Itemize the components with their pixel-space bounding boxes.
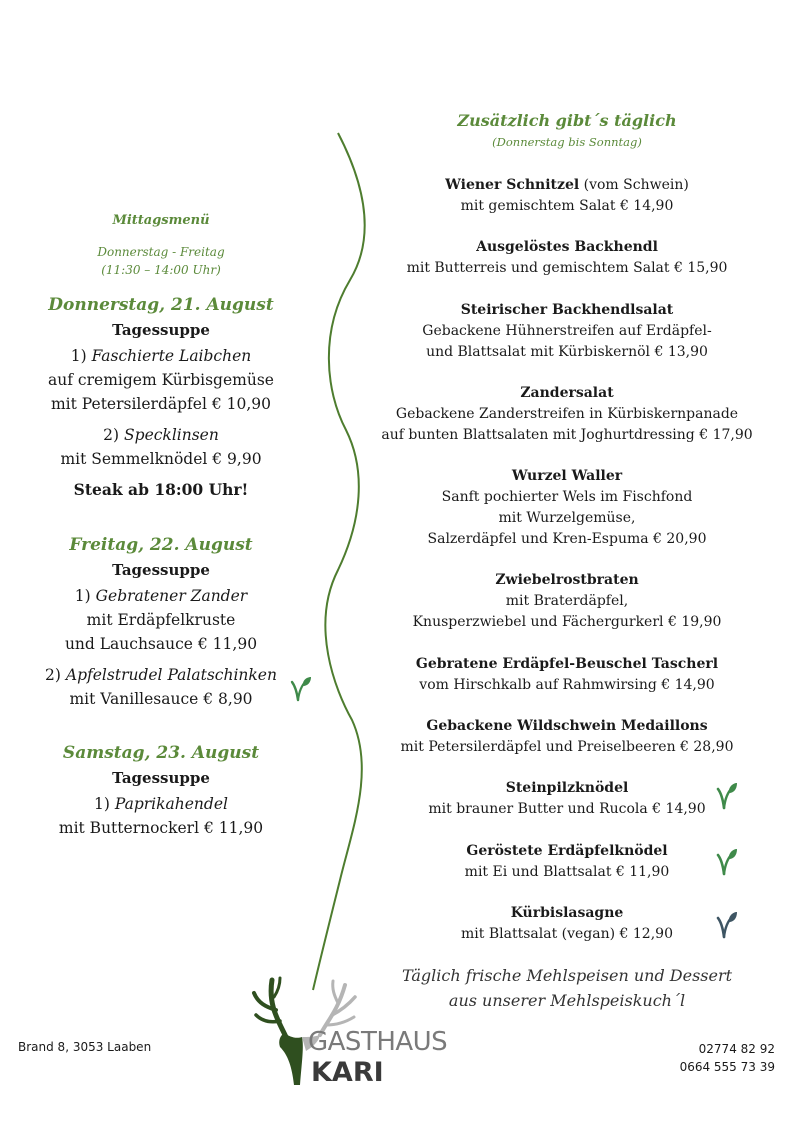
dish-number: 1): [70, 347, 87, 365]
dish-name: Paprikahendel: [114, 795, 228, 813]
daily-menu-subtitle: (Donnerstag bis Sonntag): [492, 135, 642, 149]
dish-line: mit Petersilerdäpfel € 10,90: [50, 395, 272, 413]
item-name: Geröstete Erdäpfelknödel: [466, 843, 668, 859]
menu-item: [360, 237, 774, 279]
item-line: mit gemischtem Salat € 14,90: [460, 198, 674, 214]
item-name: Zandersalat: [520, 385, 614, 401]
item-name: Wurzel Waller: [511, 468, 623, 484]
item-line: mit Butterreis und gemischtem Salat € 15,90: [406, 260, 728, 276]
day-block-saturday: [30, 740, 292, 840]
logo-text-gasthaus: GASTHAUS: [308, 1027, 448, 1057]
item-line: Sanft pochierter Wels im Fischfond: [441, 489, 693, 505]
closing-line: aus unserer Mehlspeiskuch´l: [448, 991, 686, 1010]
menu-item: [360, 175, 774, 217]
menu-item: [360, 466, 774, 550]
menu-item: [360, 654, 774, 696]
footer-phones: [680, 1040, 775, 1076]
lunch-menu-title: Mittagsmenü: [112, 213, 210, 228]
day-heading: Samstag, 23. August: [62, 743, 260, 763]
item-name: Gebratene Erdäpfel-Beuschel Tascherl: [415, 656, 719, 672]
item-line: Gebackene Hühnerstreifen auf Erdäpfel-: [422, 323, 712, 339]
dish-line: mit Butternockerl € 11,90: [58, 819, 264, 837]
closing-line: Täglich frische Mehlspeisen und Dessert: [401, 966, 733, 985]
menu-item: [360, 570, 774, 633]
dish-line: mit Erdäpfelkruste: [86, 611, 236, 629]
item-name: Ausgelöstes Backhendl: [476, 239, 658, 255]
menu-item: [360, 383, 774, 446]
logo-text-kari: KARI: [311, 1057, 384, 1088]
leaf-v-icon: [715, 782, 739, 810]
item-line: mit Blattsalat (vegan) € 12,90: [461, 926, 673, 942]
menu-item: [360, 716, 774, 758]
footer-phone: 02774 82 92: [698, 1042, 775, 1056]
item-line: und Blattsalat mit Kürbiskernöl € 13,90: [426, 344, 708, 360]
item-line: mit brauner Butter und Rucola € 14,90: [428, 801, 706, 817]
leaf-v-icon: [289, 676, 313, 702]
menu-item: [360, 841, 774, 883]
steak-notice: Steak ab 18:00 Uhr!: [73, 480, 249, 499]
leaf-v-icon: [715, 848, 739, 876]
dish-name: Specklinsen: [124, 426, 219, 444]
day-heading: Freitag, 22. August: [69, 535, 253, 555]
daily-menu-title: Zusätzlich gibt´s täglich: [457, 111, 677, 130]
item-line: Salzerdäpfel und Kren-Espuma € 20,90: [427, 531, 707, 547]
day-block-thursday: [30, 292, 292, 502]
dish-number: 1): [74, 587, 91, 605]
item-line: auf bunten Blattsalaten mit Joghurtdressing € 17,90: [381, 427, 753, 443]
dish-name: Gebratener Zander: [95, 587, 248, 605]
footer-address: Brand 8, 3053 Laaben: [18, 1040, 152, 1054]
dish-1: [30, 584, 292, 656]
footer-phone: 0664 555 73 39: [679, 1060, 775, 1074]
menu-item: [360, 778, 774, 820]
item-name: Wiener Schnitzel: [445, 177, 580, 193]
day-block-friday: [30, 532, 292, 711]
dish-line: und Lauchsauce € 11,90: [64, 635, 258, 653]
dish-number: 2): [103, 426, 120, 444]
dish-line: mit Semmelknödel € 9,90: [60, 450, 262, 468]
day-heading: Donnerstag, 21. August: [48, 295, 274, 315]
item-line: mit Braterdäpfel,: [505, 593, 629, 609]
leaf-v-icon: [715, 911, 739, 939]
item-name: Zwiebelrostbraten: [495, 572, 639, 588]
item-line: Gebackene Zanderstreifen in Kürbiskernpanade: [395, 406, 739, 422]
item-line: mit Petersilerdäpfel und Preiselbeeren € 28,90: [400, 739, 734, 755]
lunch-days-line: Donnerstag - Freitag: [97, 245, 225, 259]
menu-item: [360, 903, 774, 945]
dish-line: auf cremigem Kürbisgemüse: [48, 371, 274, 389]
item-line: vom Hirschkalb auf Rahmwirsing € 14,90: [419, 677, 715, 693]
item-name: Steinpilzknödel: [505, 780, 629, 796]
dish-number: 1): [94, 795, 110, 813]
soup-label: Tagessuppe: [112, 769, 210, 787]
soup-label: Tagessuppe: [112, 561, 210, 579]
gasthaus-kari-logo: [250, 975, 480, 1090]
item-name: Steirischer Backhendlsalat: [460, 302, 674, 318]
dish-name: Apfelstrudel Palatschinken: [65, 666, 277, 684]
item-line: mit Wurzelgemüse,: [498, 510, 636, 526]
lunch-menu-days: [30, 243, 292, 279]
dish-1: [30, 792, 292, 840]
menu-item: [360, 300, 774, 363]
dish-number: 2): [45, 666, 61, 684]
item-name: Gebackene Wildschwein Medaillons: [426, 718, 708, 734]
dish-2: [30, 663, 292, 711]
soup-label: Tagessuppe: [112, 321, 210, 339]
dish-name: Faschierte Laibchen: [91, 347, 252, 365]
item-name: Kürbislasagne: [510, 905, 624, 921]
item-line: mit Ei und Blattsalat € 11,90: [464, 864, 670, 880]
lunch-hours-line: (11:30 – 14:00 Uhr): [101, 263, 221, 277]
item-name-suffix: (vom Schwein): [579, 177, 689, 193]
dish-line: mit Vanillesauce € 8,90: [69, 690, 253, 708]
item-line: Knusperzwiebel und Fächergurkerl € 19,90: [412, 614, 722, 630]
dish-2: [30, 423, 292, 471]
dish-1: [30, 344, 292, 416]
